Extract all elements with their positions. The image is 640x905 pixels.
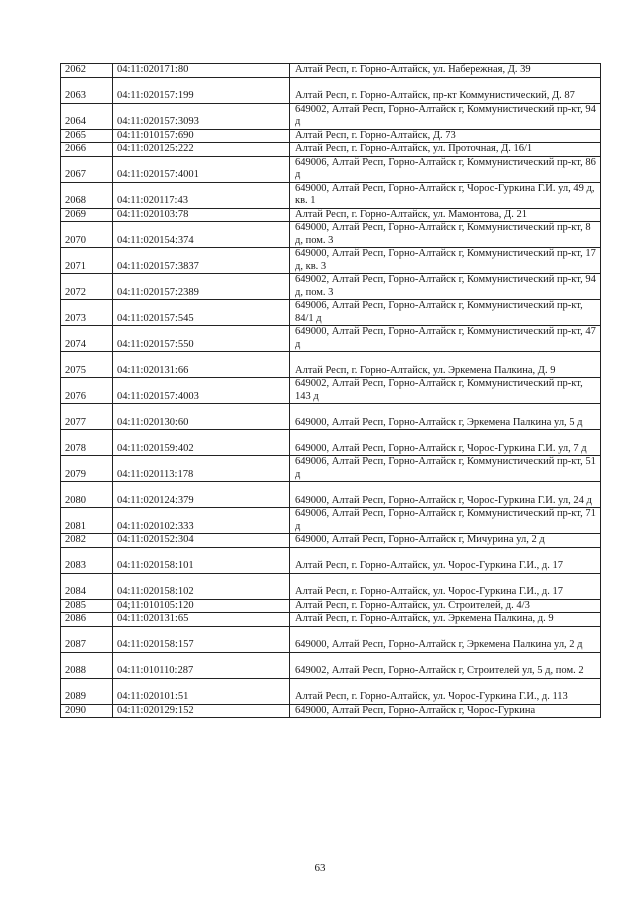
- row-number-cell: 2063: [61, 77, 113, 103]
- row-number-cell: 2088: [61, 652, 113, 678]
- row-number-cell: 2074: [61, 326, 113, 352]
- cadastral-number-cell: 04:11:020124:379: [113, 482, 290, 508]
- table-row: [61, 326, 601, 352]
- cadastral-number-cell: 04:11:020117:43: [113, 182, 290, 208]
- cadastral-number-cell: 04:11:020157:550: [113, 326, 290, 352]
- table-row: [61, 103, 601, 129]
- table-row: [61, 274, 601, 300]
- table-row: [61, 378, 601, 404]
- table-row: [61, 573, 601, 599]
- cadastral-number-cell: 04:11:020157:4001: [113, 156, 290, 182]
- cadastral-number-cell: 04:11:020131:66: [113, 352, 290, 378]
- address-cell: 649000, Алтай Респ, Горно-Алтайск г, Коммунистический пр-кт, 17 д, кв. 3: [290, 248, 601, 274]
- page-number: 63: [314, 862, 326, 874]
- address-cell: 649006, Алтай Респ, Горно-Алтайск г, Коммунистический пр-кт, 84/1 д: [290, 300, 601, 326]
- cadastral-number-cell: 04:11:020130:60: [113, 404, 290, 430]
- row-number-cell: 2070: [61, 222, 113, 248]
- address-cell: 649000, Алтай Респ, Горно-Алтайск г, Коммунистический пр-кт, 47 д: [290, 326, 601, 352]
- address-cell: 649002, Алтай Респ, Горно-Алтайск г, Коммунистический пр-кт, 143 д: [290, 378, 601, 404]
- cadastral-number-cell: 04:11:020171:80: [113, 64, 290, 78]
- table-row: [61, 208, 601, 222]
- row-number-cell: 2073: [61, 300, 113, 326]
- address-cell: Алтай Респ, г. Горно-Алтайск, ул. Набережная, Д. 39: [290, 64, 601, 78]
- cadastral-number-cell: 04:11:020158:157: [113, 626, 290, 652]
- table-row: [61, 678, 601, 704]
- address-cell: 649002, Алтай Респ, Горно-Алтайск г, Коммунистический пр-кт, 94 д, пом. 3: [290, 274, 601, 300]
- cadastral-number-cell: 04;11:010105:120: [113, 599, 290, 613]
- table-row: [61, 599, 601, 613]
- cadastral-number-cell: 04:11:020157:3837: [113, 248, 290, 274]
- cadastral-number-cell: 04:11:020157:4003: [113, 378, 290, 404]
- cadastral-number-cell: 04:11:020157:199: [113, 77, 290, 103]
- table-row: [61, 508, 601, 534]
- address-cell: 649000, Алтай Респ, Горно-Алтайск г, Чорос-Гуркина: [290, 704, 601, 718]
- table-row: [61, 547, 601, 573]
- row-number-cell: 2087: [61, 626, 113, 652]
- cadastral-number-cell: 04:11:020125:222: [113, 143, 290, 157]
- table-row: [61, 77, 601, 103]
- cadastral-number-cell: 04:11:020129:152: [113, 704, 290, 718]
- address-cell: Алтай Респ, г. Горно-Алтайск, ул. Чорос-Гуркина Г.И., д. 17: [290, 547, 601, 573]
- row-number-cell: 2086: [61, 613, 113, 627]
- table-row: [61, 430, 601, 456]
- table-row: [61, 704, 601, 718]
- address-cell: 649006, Алтай Респ, Горно-Алтайск г, Коммунистический пр-кт, 71 д: [290, 508, 601, 534]
- cadastral-number-cell: 04:11:010110:287: [113, 652, 290, 678]
- row-number-cell: 2080: [61, 482, 113, 508]
- table-row: [61, 456, 601, 482]
- address-cell: 649000, Алтай Респ, Горно-Алтайск г, Эркемена Палкина ул, 5 д: [290, 404, 601, 430]
- address-cell: 649000, Алтай Респ, Горно-Алтайск г, Коммунистический пр-кт, 8 д, пом. 3: [290, 222, 601, 248]
- address-cell: 649000, Алтай Респ, Горно-Алтайск г, Чорос-Гуркина Г.И. ул, 24 д: [290, 482, 601, 508]
- address-cell: Алтай Респ, г. Горно-Алтайск, ул. Строителей, д. 4/3: [290, 599, 601, 613]
- address-cell: 649000, Алтай Респ, Горно-Алтайск г, Мичурина ул, 2 д: [290, 534, 601, 548]
- row-number-cell: 2072: [61, 274, 113, 300]
- address-cell: Алтай Респ, г. Горно-Алтайск, ул. Чорос-Гуркина Г.И., д. 113: [290, 678, 601, 704]
- cadastral-number-cell: 04:11:020157:3093: [113, 103, 290, 129]
- table-row: [61, 64, 601, 78]
- address-cell: Алтай Респ, г. Горно-Алтайск, ул. Мамонтова, Д. 21: [290, 208, 601, 222]
- cadastral-number-cell: 04:11:020152:304: [113, 534, 290, 548]
- row-number-cell: 2068: [61, 182, 113, 208]
- cadastral-number-cell: 04:11:020102:333: [113, 508, 290, 534]
- row-number-cell: 2066: [61, 143, 113, 157]
- address-cell: 649006, Алтай Респ, Горно-Алтайск г, Коммунистический пр-кт, 86 д: [290, 156, 601, 182]
- table-row: [61, 300, 601, 326]
- table-row: [61, 143, 601, 157]
- address-cell: Алтай Респ, г. Горно-Алтайск, ул. Эркемена Палкина, д. 9: [290, 613, 601, 627]
- cadastral-number-cell: 04:11:020103:78: [113, 208, 290, 222]
- table-row: [61, 352, 601, 378]
- row-number-cell: 2081: [61, 508, 113, 534]
- address-cell: Алтай Респ, г. Горно-Алтайск, Д. 73: [290, 129, 601, 143]
- row-number-cell: 2076: [61, 378, 113, 404]
- row-number-cell: 2078: [61, 430, 113, 456]
- table-row: [61, 652, 601, 678]
- row-number-cell: 2075: [61, 352, 113, 378]
- table-body: [61, 64, 601, 718]
- address-cell: Алтай Респ, г. Горно-Алтайск, ул. Чорос-Гуркина Г.И., д. 17: [290, 573, 601, 599]
- table-row: [61, 248, 601, 274]
- row-number-cell: 2079: [61, 456, 113, 482]
- cadastral-number-cell: 04:11:020131:65: [113, 613, 290, 627]
- table-row: [61, 222, 601, 248]
- row-number-cell: 2090: [61, 704, 113, 718]
- cadastral-number-cell: 04:11:010157:690: [113, 129, 290, 143]
- address-cell: Алтай Респ, г. Горно-Алтайск, пр-кт Коммунистический, Д. 87: [290, 77, 601, 103]
- row-number-cell: 2065: [61, 129, 113, 143]
- table-row: [61, 404, 601, 430]
- cadastral-number-cell: 04:11:020157:545: [113, 300, 290, 326]
- address-cell: Алтай Респ, г. Горно-Алтайск, ул. Эркемена Палкина, Д. 9: [290, 352, 601, 378]
- property-register-table: [60, 63, 601, 718]
- row-number-cell: 2082: [61, 534, 113, 548]
- address-cell: 649000, Алтай Респ, Горно-Алтайск г, Эркемена Палкина ул, 2 д: [290, 626, 601, 652]
- row-number-cell: 2085: [61, 599, 113, 613]
- address-cell: 649006, Алтай Респ, Горно-Алтайск г, Коммунистический пр-кт, 51 д: [290, 456, 601, 482]
- table-row: [61, 534, 601, 548]
- row-number-cell: 2069: [61, 208, 113, 222]
- table-row: [61, 626, 601, 652]
- cadastral-number-cell: 04:11:020101:51: [113, 678, 290, 704]
- row-number-cell: 2067: [61, 156, 113, 182]
- table-row: [61, 182, 601, 208]
- table-row: [61, 156, 601, 182]
- row-number-cell: 2062: [61, 64, 113, 78]
- row-number-cell: 2077: [61, 404, 113, 430]
- address-cell: 649002, Алтай Респ, Горно-Алтайск г, Строителей ул, 5 д, пом. 2: [290, 652, 601, 678]
- row-number-cell: 2064: [61, 103, 113, 129]
- cadastral-number-cell: 04:11:020158:102: [113, 573, 290, 599]
- cadastral-number-cell: 04:11:020157:2389: [113, 274, 290, 300]
- cadastral-number-cell: 04:11:020159:402: [113, 430, 290, 456]
- table-row: [61, 482, 601, 508]
- table-row: [61, 129, 601, 143]
- address-cell: 649000, Алтай Респ, Горно-Алтайск г, Чорос-Гуркина Г.И. ул, 49 д, кв. 1: [290, 182, 601, 208]
- table-row: [61, 613, 601, 627]
- cadastral-number-cell: 04:11:020113:178: [113, 456, 290, 482]
- address-cell: Алтай Респ, г. Горно-Алтайск, ул. Проточная, Д. 16/1: [290, 143, 601, 157]
- address-cell: 649002, Алтай Респ, Горно-Алтайск г, Коммунистический пр-кт, 94 д: [290, 103, 601, 129]
- row-number-cell: 2084: [61, 573, 113, 599]
- row-number-cell: 2071: [61, 248, 113, 274]
- cadastral-number-cell: 04:11:020158:101: [113, 547, 290, 573]
- row-number-cell: 2083: [61, 547, 113, 573]
- row-number-cell: 2089: [61, 678, 113, 704]
- address-cell: 649000, Алтай Респ, Горно-Алтайск г, Чорос-Гуркина Г.И. ул, 7 д: [290, 430, 601, 456]
- cadastral-number-cell: 04:11:020154:374: [113, 222, 290, 248]
